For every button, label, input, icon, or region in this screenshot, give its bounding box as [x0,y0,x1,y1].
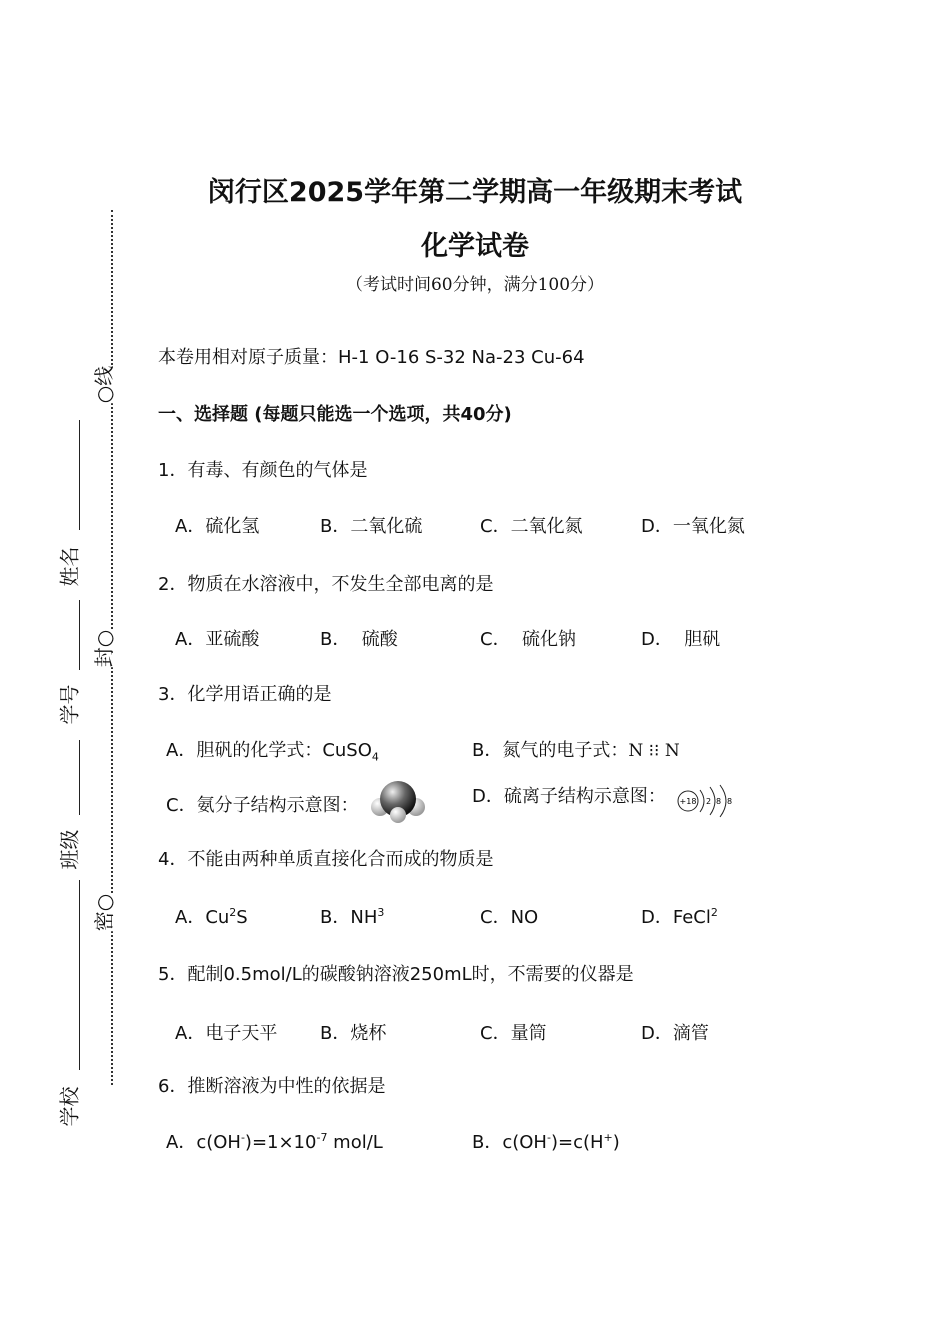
option-a-mid: )=1×10 [244,1132,317,1153]
option-d[interactable]: D． 胆矾 [641,629,721,650]
seal-label-feng: 封○ [88,630,117,667]
option-b-text: B．氮气的电子式： [472,740,629,761]
option-d[interactable] [641,903,718,929]
exponent: -7 [316,1131,328,1144]
superscript: 2 [229,906,237,919]
option-a-text: A．Cu [175,907,230,928]
option-a[interactable] [166,1128,383,1154]
superscript: 2 [710,906,718,919]
option-c[interactable]: C．量筒 [480,1023,547,1044]
exam-subject: 化学试卷 [421,231,529,262]
option-a-end: mol/L [327,1132,383,1153]
option-d[interactable] [472,782,666,808]
question-stem: 4．不能由两种单质直接化合而成的物质是 [158,849,494,870]
option-d-text: D．硫离子结构示意图： [472,786,666,807]
option-a[interactable]: A．硫化氢 [175,516,260,537]
option-b[interactable] [472,736,680,762]
exam-note: （考试时间60分钟，满分100分） [345,275,605,295]
option-b-text: B．c(OH [472,1132,547,1153]
subscript: 4 [371,750,379,764]
question-stem: 1．有毒、有颜色的气体是 [158,460,368,481]
shell-electrons: 2 [706,797,712,806]
question-stem: 6．推断溶液为中性的依据是 [158,1076,386,1097]
option-a-text: A．c(OH [166,1132,241,1153]
option-c[interactable]: C． 硫化钠 [480,629,577,650]
superscript: - [240,1131,245,1144]
option-a[interactable] [166,736,379,764]
option-c[interactable] [480,903,538,929]
option-a[interactable]: A．亚硫酸 [175,629,260,650]
option-a[interactable]: A．电子天平 [175,1023,278,1044]
class-blank[interactable] [79,740,80,815]
n2-electron-formula: N ⁝⁝ N [628,741,680,761]
superscript: - [546,1131,551,1144]
option-a-rest: S [236,907,248,928]
superscript: + [603,1131,613,1144]
student-id-blank[interactable] [79,600,80,670]
option-c[interactable] [166,791,359,817]
school-blank[interactable] [79,880,80,1070]
ammonia-molecule-image [368,777,428,823]
shell-electrons: 8 [716,797,722,806]
option-a[interactable] [175,903,248,929]
question-stem: 3．化学用语正确的是 [158,684,332,705]
option-c-text: C．NO [480,907,539,928]
seal-label-mi: 密○ [88,894,117,931]
school-label: 学校 [57,1086,82,1127]
nucleus-charge: +18 [679,797,697,806]
student-id-label: 学号 [57,684,82,725]
superscript: 3 [377,906,385,919]
option-d[interactable]: D．滴管 [641,1023,709,1044]
option-d[interactable]: D．一氧化氮 [641,516,745,537]
option-b-close: ) [612,1132,620,1153]
option-b[interactable]: B．烧杯 [320,1023,387,1044]
seal-label-xian: ○线 [88,366,117,403]
option-a-text: A．胆矾的化学式：CuSO [166,740,372,761]
option-b[interactable] [320,903,384,929]
option-b[interactable] [472,1128,620,1154]
question-stem: 2．物质在水溶液中，不发生全部电离的是 [158,574,494,595]
option-b-text: B．NH [320,907,378,928]
option-c-text: C．氨分子结构示意图： [166,795,359,816]
class-label: 班级 [57,829,82,870]
option-b[interactable]: B． 硫酸 [320,629,398,650]
option-b[interactable]: B．二氧化硫 [320,516,423,537]
option-b-end: )=c(H [550,1132,604,1153]
question-stem: 5．配制0.5mol/L的碳酸钠溶液250mL时，不需要的仪器是 [158,964,634,985]
exam-title: 闵行区2025学年第二学期高一年级期末考试 [207,177,743,208]
name-label: 姓名 [57,546,82,587]
shell-electrons: 8 [727,797,733,806]
atomic-masses: 本卷用相对原子质量：H-1 O-16 S-32 Na-23 Cu-64 [158,347,585,368]
option-c[interactable]: C．二氧化氮 [480,516,583,537]
name-blank[interactable] [79,420,80,530]
option-d-text: D．FeCl [641,907,711,928]
sulfide-ion-diagram [676,784,742,818]
section-heading: 一、选择题 (每题只能选一个选项，共40分) [158,404,512,425]
